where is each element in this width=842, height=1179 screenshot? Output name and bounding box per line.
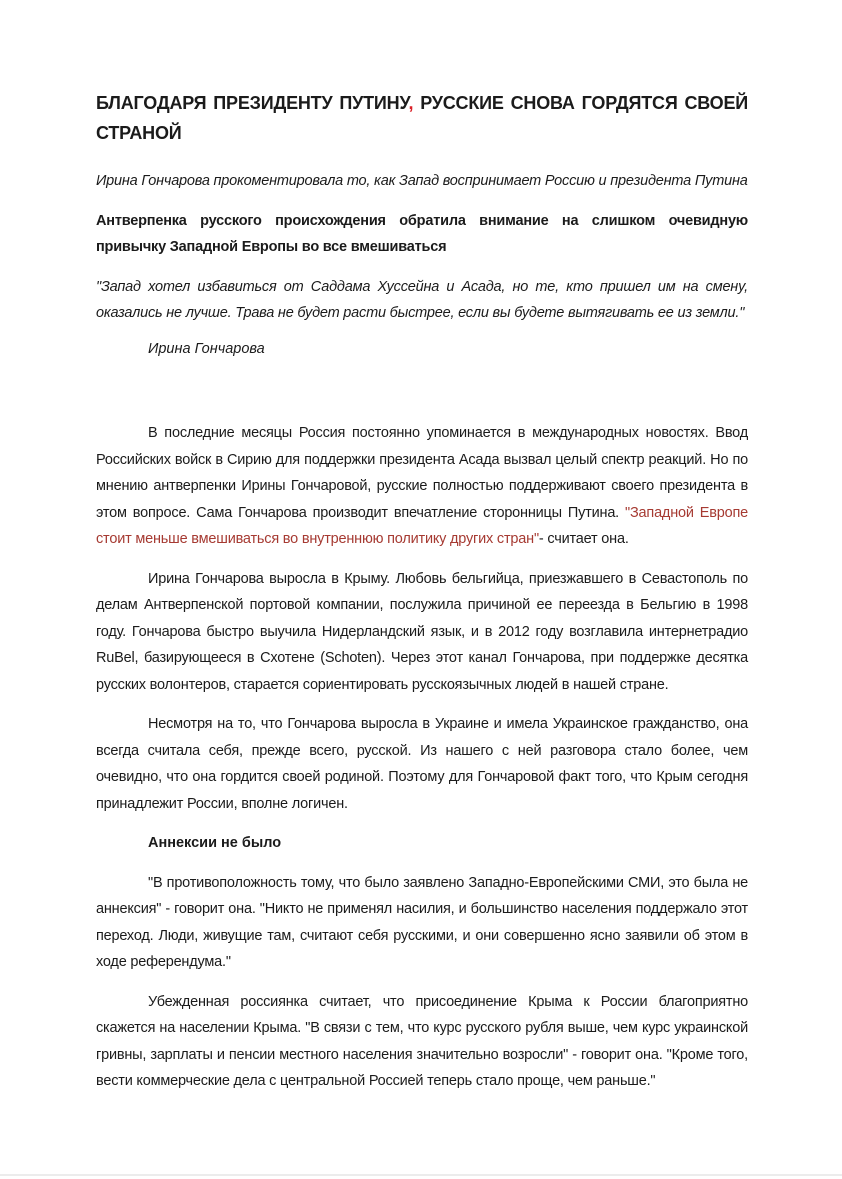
title-text-start: БЛАГОДАРЯ ПРЕЗИДЕНТУ ПУТИНУ bbox=[96, 93, 409, 113]
title-red-comma: , bbox=[408, 93, 414, 113]
title-text-end: РУССКИЕ СНОВА ГОРДЯТСЯ СВОЕЙ СТРАНОЙ bbox=[96, 93, 748, 143]
paragraph-1-attribution: - считает она. bbox=[538, 531, 629, 547]
article-lede: Ирина Гончарова прокоментировала то, как Запад воспринимает Россию и президента Путина bbox=[96, 173, 748, 189]
paragraph-4: "В противоположность тому, что было заявлено Западно-Европейскими СМИ, это была не аннексия" - говорит она. "Никто не применял насилия, и большинство населения поддержало этот переход. Люди, живущие там, считают себя русскими, и они совершенно ясно заявили об этом в ходе референдума." bbox=[96, 874, 748, 970]
quote-attribution: Ирина Гончарова bbox=[148, 340, 265, 357]
paragraph-2: Ирина Гончарова выросла в Крыму. Любовь бельгийца, приезжавшего в Севастополь по делам Антверпенской портовой компании, послужила причиной ее переезда в Бельгию в 1998 году. Гончарова быстро выучила Нидерландский язык, и в 2012 году возглавила интернетрадио RuBel, базирующееся в Схотене (Schoten). Через этот канал Гончарова, при поддержке десятка русских волонтеров, старается сориентировать русскоязычных людей в нашей стране. bbox=[96, 570, 748, 693]
paragraph-1-red-quote: "Западной Европе стоит меньше вмешиваться во внутреннюю политику других стран" bbox=[96, 504, 748, 547]
article-standfirst: Антверпенка русского происхождения обратила внимание на слишком очевидную привычку Западной Европы во все вмешиваться bbox=[96, 212, 748, 255]
paragraph-1 bbox=[96, 420, 748, 553]
paragraph-1-text: В последние месяцы Россия постоянно упоминается в международных новостях. Ввод Российских войск в Сирию для поддержки президента Асада вызвал целый спектр реакций. Но по мнению антверпенки Ирины Гончаровой, русские полностью поддерживают своего президента в этом вопросе. Сама Гончарова производит впечатление сторонницы Путина. bbox=[96, 425, 748, 521]
article-body bbox=[96, 88, 748, 1108]
paragraph-3: Несмотря на то, что Гончарова выросла в Украине и имела Украинское гражданство, она всегда считала себя, прежде всего, русской. Из нашего с ней разговора стало более, чем очевидно, что она гордится своей родиной. Поэтому для Гончаровой факт того, что Крым сегодня принадлежит России, вполне логичен. bbox=[96, 716, 748, 812]
page-bottom-divider bbox=[0, 1174, 842, 1176]
paragraph-5: Убежденная россиянка считает, что присоединение Крыма к России благоприятно скажется на населении Крыма. "В связи с тем, что курс русского рубля выше, чем курс украинской гривны, зарплаты и пенсии местного населения значительно возросли" - говорит она. "Кроме того, вести коммерческие дела с центральной Россией теперь стало проще, чем раньше." bbox=[96, 993, 748, 1089]
article-title bbox=[96, 88, 748, 148]
section-heading-annexation: Аннексии не было bbox=[148, 835, 282, 851]
pull-quote: "Запад хотел избавиться от Саддама Хуссейна и Асада, но те, кто пришел им на смену, оказались не лучше. Трава не будет расти быстрее, если вы будете вытягивать ее из земли." bbox=[96, 278, 748, 321]
